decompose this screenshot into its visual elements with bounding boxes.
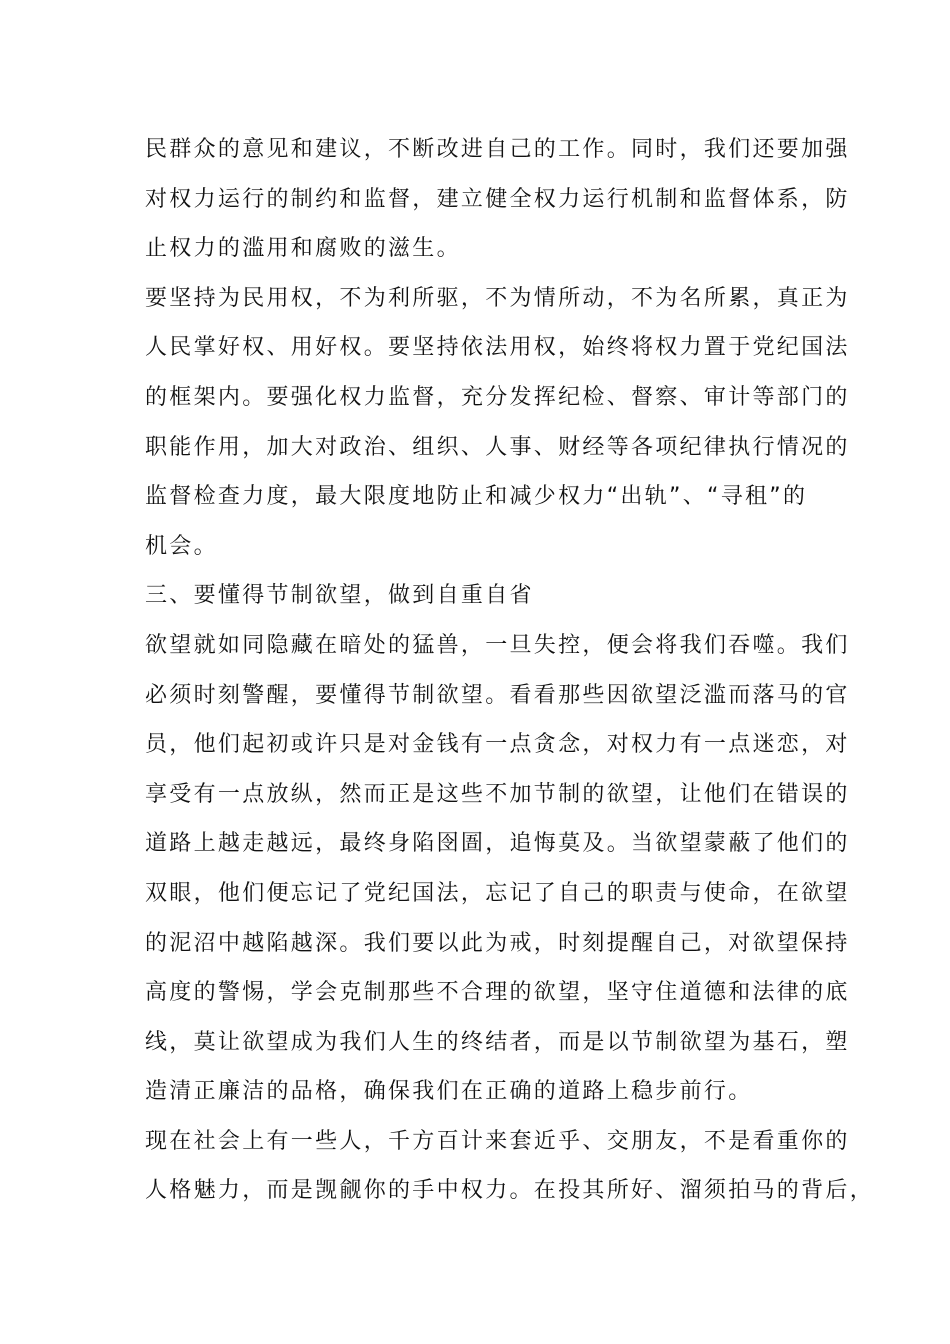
text-line: 民群众的意见和建议，不断改进自己的工作。同时，我们还要加强 (145, 137, 850, 162)
text-line: 欲望就如同隐藏在暗处的猛兽，一旦失控，便会将我们吞噬。我们 (145, 632, 850, 658)
text-line: 必须时刻警醒，要懂得节制欲望。看看那些因欲望泛滥而落马的官 (145, 682, 850, 708)
document-body (145, 125, 875, 1216)
text-line: 对权力运行的制约和监督，建立健全权力运行机制和监督体系，防 (145, 186, 850, 212)
text-line: 人格魅力，而是觊觎你的手中权力。在投其所好、溜须拍马的背后， (145, 1178, 875, 1204)
text-line: 员，他们起初或许只是对金钱有一点贪念，对权力有一点迷恋，对 (145, 732, 850, 758)
text-line: 现在社会上有一些人，千方百计来套近乎、交朋友，不是看重你的 (145, 1128, 850, 1154)
text-line: 道路上越走越远，最终身陷囹圄，追悔莫及。当欲望蒙蔽了他们的 (145, 831, 850, 857)
text-line: 要坚持为民用权，不为利所驱，不为情所动，不为名所累，真正为 (145, 285, 850, 311)
text-line: 的泥沼中越陷越深。我们要以此为戒，时刻提醒自己，对欲望保持 (145, 930, 850, 956)
text-line: 享受有一点放纵，然而正是这些不加节制的欲望，让他们在错误的 (145, 781, 850, 807)
text-line: 双眼，他们便忘记了党纪国法，忘记了自己的职责与使命，在欲望 (145, 880, 850, 906)
text-line: 机会。 (145, 533, 218, 559)
text-line: 人民掌好权、用好权。要坚持依法用权，始终将权力置于党纪国法 (145, 335, 850, 361)
text-line: 监督检查力度，最大限度地防止和减少权力“出轨”、“寻租”的 (145, 484, 808, 510)
text-line: 高度的警惕，学会克制那些不合理的欲望，坚守住道德和法律的底 (145, 980, 850, 1006)
text-line: 止权力的滥用和腐败的滋生。 (145, 236, 461, 262)
section-heading: 三、要懂得节制欲望，做到自重自省 (145, 583, 534, 609)
text-line: 造清正廉洁的品格，确保我们在正确的道路上稳步前行。 (145, 1079, 753, 1105)
text-line: 的框架内。要强化权力监督，充分发挥纪检、督察、审计等部门的 (145, 384, 850, 410)
text-line: 职能作用，加大对政治、组织、人事、财经等各项纪律执行情况的 (145, 434, 850, 460)
text-line: 线，莫让欲望成为我们人生的终结者，而是以节制欲望为基石，塑 (145, 1029, 850, 1055)
